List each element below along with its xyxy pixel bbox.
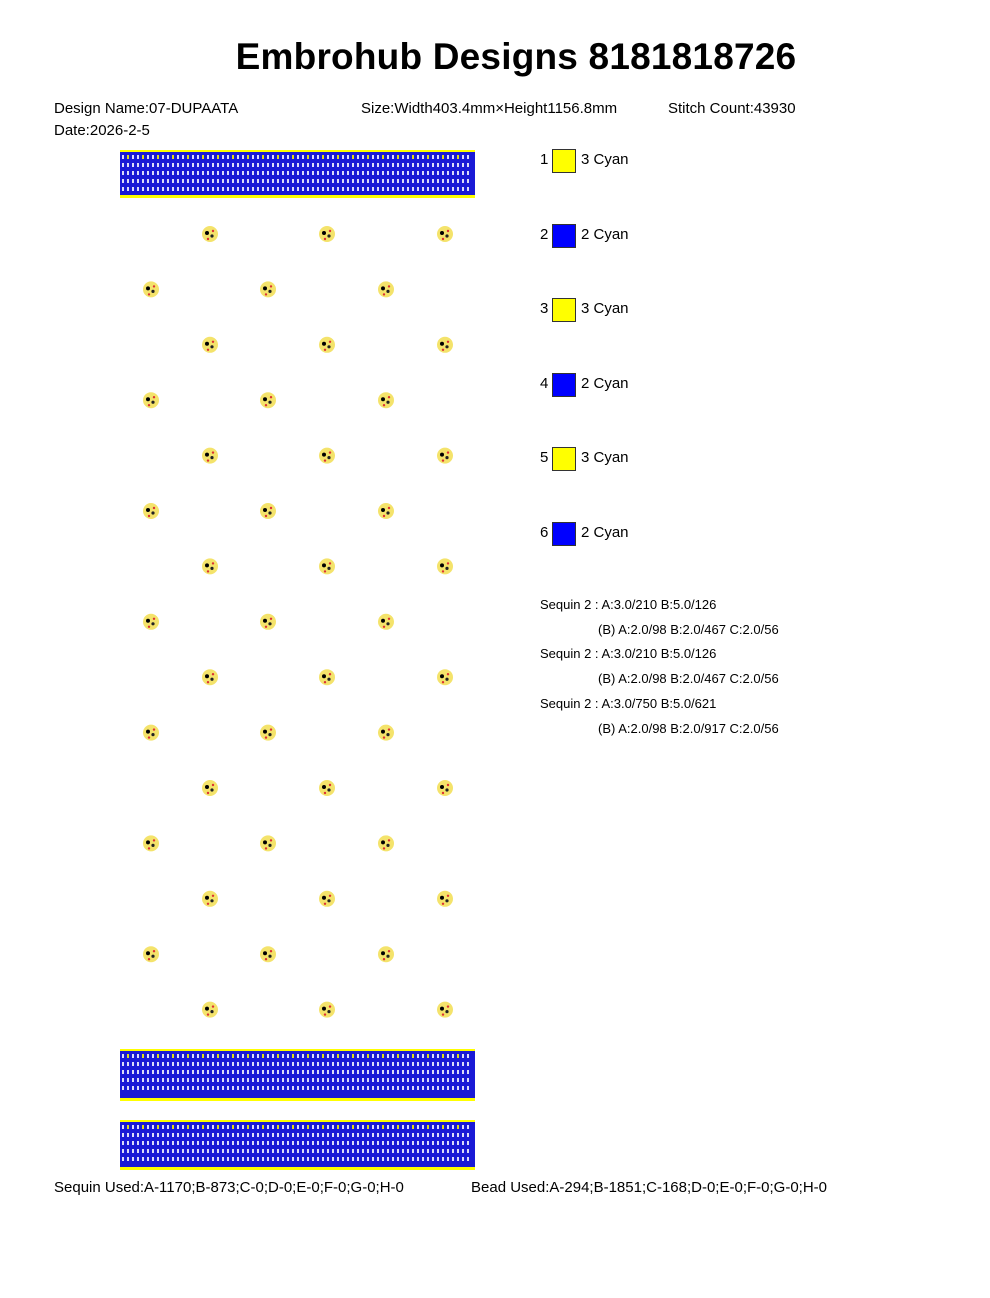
sequin-motif (202, 891, 218, 907)
sequin-motif (143, 725, 159, 741)
sequin-motif (260, 946, 276, 962)
sequin-motif (143, 503, 159, 519)
legend-label: 2 Cyan (581, 375, 629, 392)
sequin-motif (319, 226, 335, 242)
sequin-motif (378, 725, 394, 741)
design-preview (110, 142, 490, 1178)
sequin-motif (378, 392, 394, 408)
sequin-motif (143, 835, 159, 851)
design-date: Date:2026-2-5 (54, 122, 150, 139)
legend-label: 3 Cyan (581, 151, 629, 168)
sequin-motif (378, 835, 394, 851)
sequin-line: Sequin 2 : A:3.0/210 B:5.0/126 (540, 646, 717, 661)
sequin-motif (319, 1002, 335, 1018)
sequin-motif (143, 614, 159, 630)
sequin-used: Sequin Used:A-1170;B-873;C-0;D-0;E-0;F-0;G-0;H-0 (54, 1179, 404, 1196)
legend-label: 3 Cyan (581, 300, 629, 317)
sequin-motif (437, 448, 453, 464)
sequin-motif (260, 392, 276, 408)
sequin-motif (143, 281, 159, 297)
sequin-motif (437, 558, 453, 574)
sequin-bead-line: (B) A:2.0/98 B:2.0/467 C:2.0/56 (598, 671, 779, 686)
bead-used: Bead Used:A-294;B-1851;C-168;D-0;E-0;F-0;G-0;H-0 (471, 1179, 827, 1196)
sequin-motif (143, 946, 159, 962)
sequin-bead-line: (B) A:2.0/98 B:2.0/917 C:2.0/56 (598, 721, 779, 736)
legend-number: 4 (540, 375, 549, 392)
sequin-motif (378, 946, 394, 962)
sequin-motif (260, 281, 276, 297)
border-bands (120, 150, 475, 1170)
sequin-motif (319, 891, 335, 907)
legend-number: 3 (540, 300, 549, 317)
sequin-motif (437, 891, 453, 907)
bottom-border-band-1 (120, 1049, 475, 1101)
sequin-motif (202, 226, 218, 242)
page-title: Embrohub Designs 8181818726 (235, 36, 797, 77)
sequin-motif (437, 669, 453, 685)
color-swatch (552, 522, 576, 546)
sequin-motif (202, 669, 218, 685)
legend-number: 5 (540, 449, 549, 466)
legend-number: 2 (540, 226, 549, 243)
top-border-band (120, 150, 475, 198)
sequin-line: Sequin 2 : A:3.0/210 B:5.0/126 (540, 597, 717, 612)
bottom-border-band-2 (120, 1120, 475, 1170)
sequin-motif (260, 503, 276, 519)
sequin-motif (319, 448, 335, 464)
sequin-motif (437, 1002, 453, 1018)
design-name: Design Name:07-DUPAATA (54, 100, 239, 117)
sequin-motif (260, 725, 276, 741)
color-swatch (552, 447, 576, 471)
sequin-motif (437, 337, 453, 353)
sequin-motif (378, 281, 394, 297)
sequin-motif (319, 558, 335, 574)
sequin-motif (202, 780, 218, 796)
legend-label: 2 Cyan (581, 524, 629, 541)
sequin-motif (202, 1002, 218, 1018)
sequin-motif (378, 614, 394, 630)
legend-label: 2 Cyan (581, 226, 629, 243)
sequin-motif (202, 337, 218, 353)
legend-number: 1 (540, 151, 549, 168)
motif-grid (143, 226, 453, 1018)
sequin-motif (319, 780, 335, 796)
legend-number: 6 (540, 524, 549, 541)
sequin-motif (202, 448, 218, 464)
stitch-count: Stitch Count:43930 (668, 100, 796, 117)
sequin-motif (437, 226, 453, 242)
color-swatch (552, 224, 576, 248)
sequin-bead-line: (B) A:2.0/98 B:2.0/467 C:2.0/56 (598, 622, 779, 637)
sequin-motif (378, 503, 394, 519)
design-size: Size:Width403.4mm×Height1156.8mm (361, 100, 618, 117)
sequin-line: Sequin 2 : A:3.0/750 B:5.0/621 (540, 696, 717, 711)
color-swatch (552, 149, 576, 173)
legend-label: 3 Cyan (581, 449, 629, 466)
sequin-motif (437, 780, 453, 796)
color-swatch (552, 298, 576, 322)
sequin-motif (260, 835, 276, 851)
sequin-motif (319, 337, 335, 353)
sequin-motif (319, 669, 335, 685)
sequin-motif (143, 392, 159, 408)
color-swatch (552, 373, 576, 397)
sequin-motif (202, 558, 218, 574)
sequin-motif (260, 614, 276, 630)
